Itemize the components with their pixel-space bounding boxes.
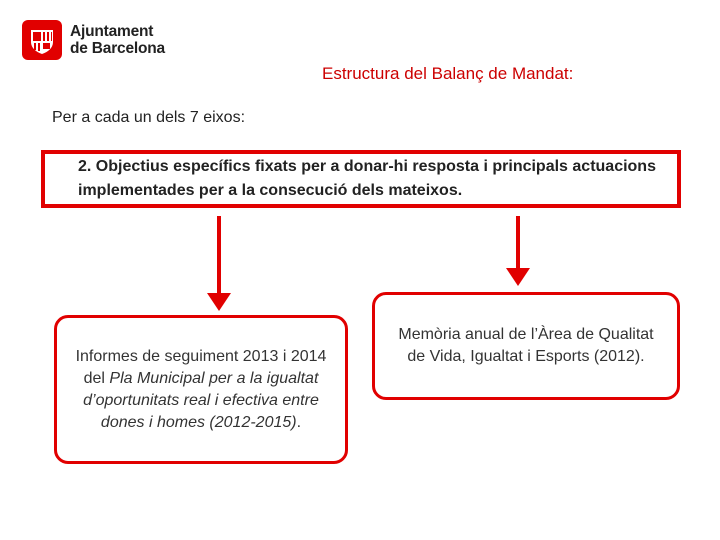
right-connector (506, 216, 530, 286)
card-seguiment-text-part3: . (296, 413, 302, 431)
brand-line-2: de Barcelona (70, 40, 165, 57)
objective-text: 2. Objectius específics fixats per a donar-hi resposta i principals actuacions implementades per a la consecució dels mateixos. (78, 158, 656, 199)
card-seguiment (54, 315, 348, 464)
card-memoria-text: Memòria anual de l’Àrea de Qualitat de Vida, Igualtat i Esports (2012). (398, 326, 654, 365)
card-memoria (372, 292, 680, 400)
card-seguiment-text (71, 346, 331, 434)
intro-text: Per a cada un dels 7 eixos: (52, 109, 246, 126)
left-connector (207, 216, 231, 311)
arrow-down-icon (207, 293, 231, 311)
card-seguiment-text-part1: Informes de seguiment 2013 i 2014 del (75, 347, 327, 387)
page-title: Estructura del Balanç de Mandat: (322, 64, 574, 83)
brand-line-1: Ajuntament (70, 23, 154, 40)
arrow-down-icon (506, 268, 530, 286)
card-seguiment-text-italic: Pla Municipal per a la igualtat d’oportunitats real i efectiva entre dones i homes (2012-2015) (83, 369, 319, 431)
